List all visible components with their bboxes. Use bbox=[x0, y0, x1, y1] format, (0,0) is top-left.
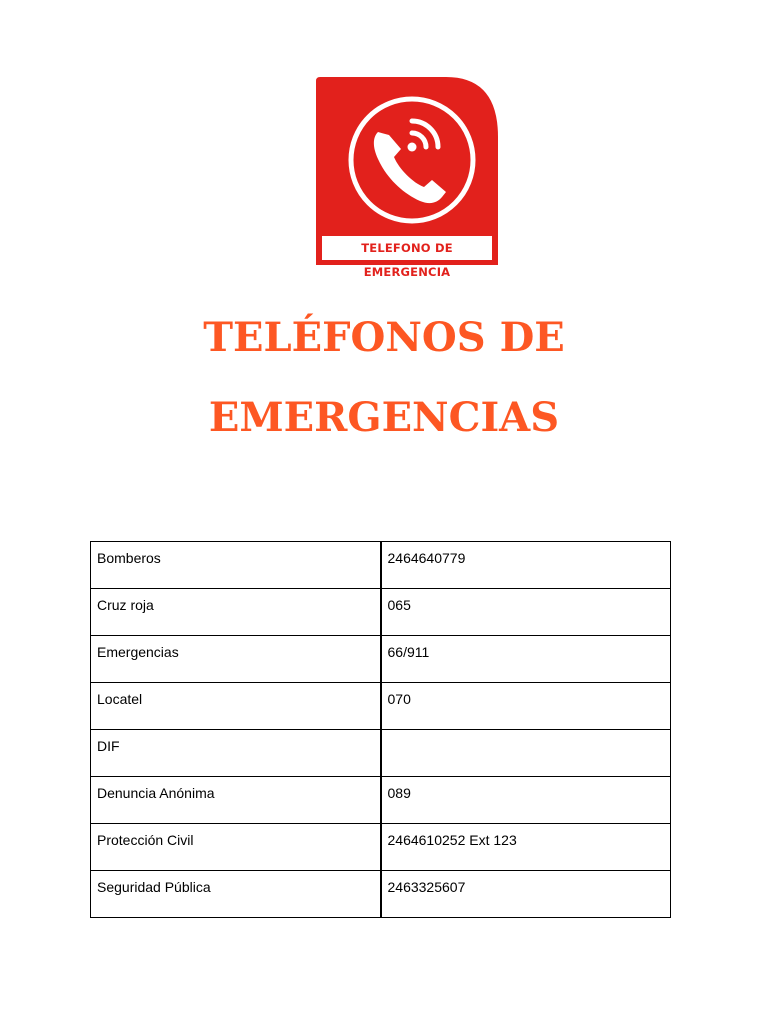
service-name: Bomberos bbox=[91, 542, 381, 589]
phone-number: 2464640779 bbox=[381, 542, 671, 589]
phone-number: 2464610252 Ext 123 bbox=[381, 824, 671, 871]
table-row bbox=[91, 777, 671, 824]
emergency-phone-table bbox=[90, 541, 671, 918]
page-title-line-1: TELÉFONOS DE bbox=[203, 314, 565, 361]
service-name: Seguridad Pública bbox=[91, 871, 381, 918]
logo-caption: TELEFONO DE EMERGENCIA bbox=[361, 241, 453, 279]
phone-number: 2463325607 bbox=[381, 871, 671, 918]
table-row bbox=[91, 636, 671, 683]
table-row bbox=[91, 824, 671, 871]
phone-number: 070 bbox=[381, 683, 671, 730]
service-name: Locatel bbox=[91, 683, 381, 730]
page-title bbox=[0, 298, 768, 458]
phone-number bbox=[381, 730, 671, 777]
service-name: DIF bbox=[91, 730, 381, 777]
table-row bbox=[91, 542, 671, 589]
service-name: Protección Civil bbox=[91, 824, 381, 871]
phone-number: 66/911 bbox=[381, 636, 671, 683]
table-row bbox=[91, 683, 671, 730]
service-name: Emergencias bbox=[91, 636, 381, 683]
emergency-phone-logo bbox=[316, 77, 498, 279]
phone-number: 089 bbox=[381, 777, 671, 824]
table-row bbox=[91, 730, 671, 777]
service-name: Denuncia Anónima bbox=[91, 777, 381, 824]
service-name: Cruz roja bbox=[91, 589, 381, 636]
table-row bbox=[91, 871, 671, 918]
page-title-line-2: EMERGENCIAS bbox=[208, 394, 560, 441]
table-row bbox=[91, 589, 671, 636]
phone-number: 065 bbox=[381, 589, 671, 636]
